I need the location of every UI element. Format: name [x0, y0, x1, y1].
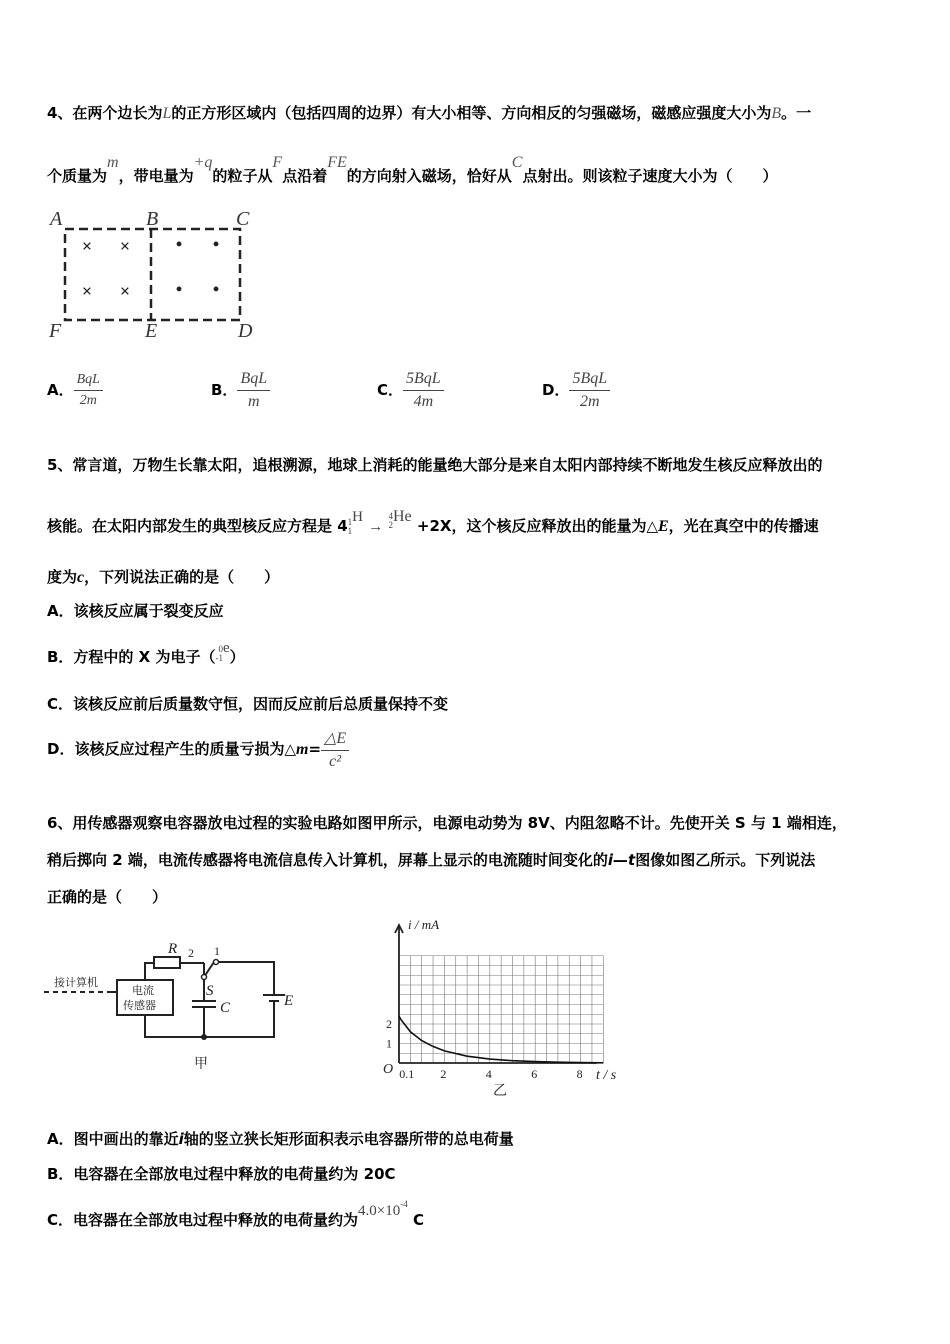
q5-option-b[interactable]: B．方程中的 X 为电子（ 0 -1 e）: [47, 640, 245, 666]
symbol-m: m: [107, 154, 119, 171]
label-C: C: [220, 1000, 231, 1016]
terminal-2: 2: [188, 946, 194, 960]
label-A: A: [50, 208, 63, 230]
x-tick-label: 0.1: [399, 1067, 415, 1081]
q5-line3: 度为c，下列说法正确的是（ ）: [47, 568, 280, 586]
symbol-B: B: [771, 105, 782, 122]
symbol-C: C: [511, 154, 523, 171]
computer-label: 接计算机: [54, 977, 98, 989]
q5-option-a[interactable]: A．该核反应属于裂变反应: [47, 602, 224, 620]
symbol-FE: FE: [327, 154, 347, 171]
terminal-1: 1: [214, 944, 220, 958]
q6-option-a[interactable]: A．图中画出的靠近i轴的竖立狭长矩形面积表示电容器所带的总电荷量: [47, 1130, 514, 1148]
field-out-mark: •: [175, 234, 183, 254]
symbol-L: L: [162, 105, 172, 122]
q4-option-d[interactable]: D． $\frac{\text{5BqL}}{2m}$: [542, 370, 610, 411]
label-R: R: [168, 941, 178, 957]
label-C: C: [236, 208, 250, 230]
q4-option-b[interactable]: B． $\frac{\text{BqL}}{m}$: [211, 370, 270, 411]
x-tick-label: 8: [576, 1067, 583, 1081]
q5-option-c[interactable]: C．该核反应前后质量数守恒，因而反应前后总质量保持不变: [47, 695, 449, 713]
q4-line2: 个质量为m，带电量为+q的粒子从F点沿着FE的方向射入磁场，恰好从C点射出。则该粒子速度大小为（ ）: [47, 154, 778, 185]
q4-option-a[interactable]: A． $\frac{\text{BqL}}{2m}$: [47, 372, 103, 409]
q6-option-b[interactable]: B．电容器在全部放电过程中释放的电荷量约为 20C: [47, 1165, 396, 1183]
symbol-q: +q: [193, 154, 213, 171]
x-tick-label: 6: [531, 1067, 538, 1081]
label-E: E: [284, 993, 294, 1009]
q6-line1: 6、用传感器观察电容器放电过程的实验电路如图甲所示，电源电动势为 8V、内阻忽略不计。先使开关 S 与 1 端相连，: [47, 814, 847, 832]
field-out-mark: •: [212, 279, 220, 299]
x-axis-label: t / s: [596, 1068, 617, 1083]
label-D: D: [238, 320, 253, 340]
symbol-F: F: [272, 154, 283, 171]
field-into-mark: ×: [119, 236, 131, 256]
q4-line1: 4、在两个边长为L的正方形区域内（包括四周的边界）有大小相等、方向相反的匀强磁场，磁感应强度大小为B。一: [47, 104, 812, 122]
q5-line1: 5、常言道，万物生长靠太阳，追根溯源，地球上消耗的能量绝大部分是来自太阳内部持续不断地发生核反应释放出的: [47, 456, 823, 474]
label-F: F: [49, 320, 62, 340]
q6-current-time-graph: [375, 915, 625, 1100]
q4-option-c[interactable]: C． $\frac{\text{5BqL}}{4m}$: [377, 370, 444, 411]
q5-line2: 核能。在太阳内部发生的典型核反应方程是 4 1 1 H → 4 2 He +2X，这个核反应释放出的能量为△E，光在真空中的传播速: [47, 508, 819, 536]
q4-magnetic-field-figure: [40, 205, 270, 340]
y-tick-label: 1: [386, 1036, 392, 1051]
resistor-R: [154, 957, 180, 968]
field-into-mark: ×: [81, 281, 93, 301]
circuit-caption: 甲: [194, 1057, 208, 1072]
field-into-mark: ×: [119, 281, 131, 301]
x-tick-label: 2: [440, 1067, 447, 1081]
x-tick-label: 4: [485, 1067, 492, 1081]
field-into-mark: ×: [81, 236, 93, 256]
field-out-mark: •: [212, 234, 220, 254]
sensor-label-1: 电流: [132, 985, 154, 997]
graph-caption: 乙: [493, 1084, 507, 1099]
origin-label: O: [383, 1062, 394, 1077]
q6-option-c[interactable]: C．电容器在全部放电过程中释放的电荷量约为$4.0\times 10^{-4}$ C: [47, 1199, 424, 1229]
y-axis-label: i / mA: [408, 917, 440, 932]
y-tick-label: 2: [386, 1017, 392, 1031]
q6-line2: 稍后掷向 2 端，电流传感器将电流信息传入计算机，屏幕上显示的电流随时间变化的i—t图像如图乙所示。下列说法: [47, 851, 816, 869]
field-out-mark: •: [175, 279, 183, 299]
label-B: B: [146, 208, 159, 230]
q6-circuit-diagram: [44, 935, 314, 1080]
sensor-label-2: 传感器: [123, 1000, 156, 1012]
q5-option-d[interactable]: D．该核反应过程产生的质量亏损为△m= $\frac{\triangle E}{\text{c²}}$: [47, 728, 910, 771]
label-S: S: [206, 983, 214, 999]
label-E: E: [145, 320, 158, 340]
q6-line3: 正确的是（ ）: [47, 888, 168, 906]
